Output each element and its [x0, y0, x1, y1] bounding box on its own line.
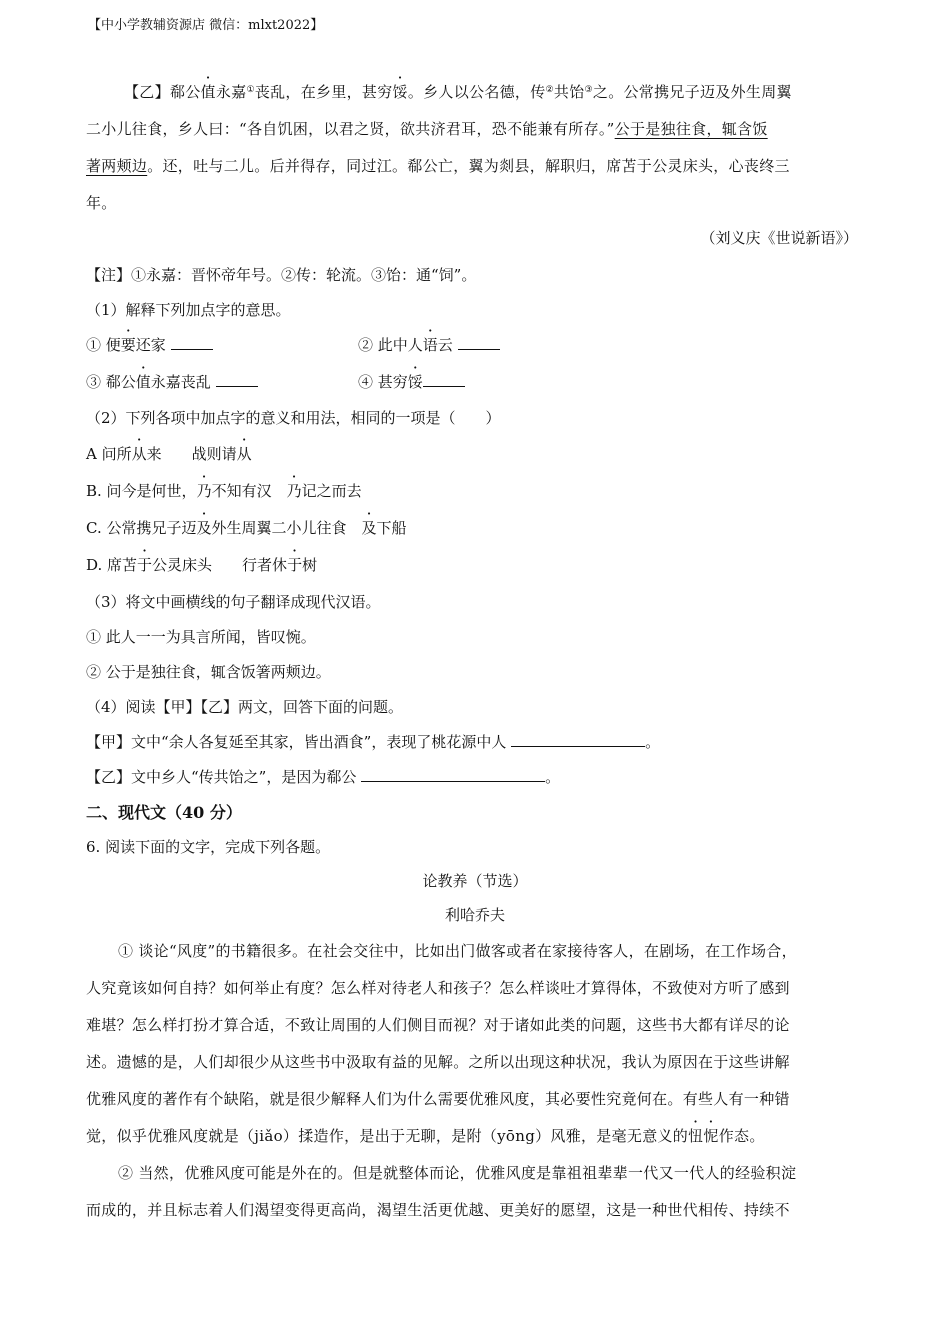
question-3-title: （3）将文中画横线的句子翻译成现代汉语。: [86, 593, 381, 611]
article-para-1-line-3: 难堪？怎么样打扮才算合适，不致让周围的人们侧目而视？对于诸如此类的问题，这些书大都有详尽的论: [86, 1016, 790, 1034]
dotted-char: 于: [287, 556, 303, 574]
passage-yi-line-1: 【乙】郗公值永嘉①丧乱，在乡里，甚穷馁。乡人以公名德，传②共饴③之。公常携兄子迈及外生周翼: [124, 83, 792, 101]
passage-yi-line-4: 年。: [86, 194, 117, 212]
section-heading: 二、现代文（40 分）: [86, 803, 242, 822]
dotted-char: 值: [200, 83, 216, 101]
question-1-title: （1）解释下列加点字的意思。: [86, 301, 291, 319]
article-para-2-line-1: ② 当然，优雅风度可能是外在的。但是就整体而论，优雅风度是靠祖祖辈辈一代又一代人的经验积淀: [118, 1164, 797, 1182]
passage-yi-line-3: 著两颊边。还，吐与二儿。后并得存，同过江。郗公亡，翼为剡县，解职归，席苫于公灵床头，心丧终三: [86, 157, 790, 175]
question-2-option-b: B. 问今是何世，乃不知有汉 乃记之而去: [86, 482, 362, 500]
dotted-char: 怩: [703, 1127, 719, 1145]
question-1-item-b: ② 此中人语云: [358, 327, 500, 364]
footnote-mark: ③: [584, 85, 593, 95]
article-para-1-line-2: 人究竟该如何自持？如何举止有度？怎么样对待老人和孩子？怎么样谈吐才算得体，不致使对方听了感到: [86, 979, 790, 997]
article-para-1-line-6: 觉，似乎优雅风度就是（jiǎo）揉造作，是出于无聊，是附（yōng）风雅，是毫无意义的忸怩作态。: [86, 1127, 765, 1145]
dotted-char: 语: [422, 336, 438, 354]
dotted-char: 乃: [286, 482, 302, 500]
dotted-char: 及: [361, 519, 377, 537]
dotted-char: 馁: [392, 83, 408, 101]
question-2-option-c: C. 公常携兄子迈及外生周翼二小儿往食 及下船: [86, 519, 407, 537]
question-2-option-a: A 问所从来 战则请从: [86, 445, 252, 463]
dotted-char: 要: [120, 336, 136, 354]
answer-blank: [423, 372, 465, 387]
question-3-item-a: ① 此人一一为具言所闻，皆叹惋。: [86, 628, 316, 646]
underlined-sentence: 公于是独往食，辄含饭: [614, 120, 768, 138]
footnote-mark: ①: [246, 85, 255, 95]
question-1-item-d: ④ 甚穷馁: [358, 364, 465, 401]
question-2-title: （2）下列各项中加点字的意义和用法，相同的一项是（ ）: [86, 409, 501, 427]
article-para-2-line-2: 而成的，并且标志着人们渴望变得更高尚，渴望生活更优越、更美好的愿望，这是一种世代相传、持续不: [86, 1201, 790, 1219]
question-6-instruction: 6. 阅读下面的文字，完成下列各题。: [86, 838, 331, 856]
question-4-item-a: 【甲】文中“余人各复延至其家，皆出酒食”，表现了桃花源中人 。: [86, 733, 661, 751]
question-2-option-d: D. 席苫于公灵床头 行者休于树: [86, 556, 318, 574]
dotted-char: 忸: [688, 1127, 704, 1145]
footnote-mark: ②: [545, 85, 554, 95]
dotted-char: 于: [137, 556, 153, 574]
answer-blank: [458, 335, 500, 350]
dotted-char: 从: [236, 445, 252, 463]
dotted-char: 馁: [407, 373, 423, 391]
underlined-sentence: 著两颊边: [86, 157, 148, 175]
annotation-note: 【注】①永嘉：晋怀帝年号。②传：轮流。③饴：通“饲”。: [86, 266, 477, 284]
article-title: 论教养（节选）: [422, 872, 528, 890]
dotted-char: 从: [131, 445, 147, 463]
answer-blank: [511, 732, 645, 747]
question-3-item-b: ② 公于是独往食，辄含饭箸两颊边。: [86, 663, 331, 681]
answer-blank: [361, 767, 545, 782]
article-para-1-line-4: 述。遗憾的是，人们却很少从这些书中汲取有益的见解。之所以出现这种状况，我认为原因在于这些讲解: [86, 1053, 790, 1071]
article-para-1-line-5: 优雅风度的著作有个缺陷，就是很少解释人们为什么需要优雅风度，其必要性究竟何在。有些人有一种错: [86, 1090, 790, 1108]
passage-yi-line-2: 二小儿往食，乡人曰：“各自饥困，以君之贤，欲共济君耳，恐不能兼有所存。”公于是独往食，辄含饭: [86, 120, 768, 138]
question-4-title: （4）阅读【甲】【乙】两文，回答下面的问题。: [86, 698, 404, 716]
question-1-item-a: ① 便要还家: [86, 327, 213, 364]
article-para-1-line-1: ① 谈论“风度”的书籍很多。在社会交往中，比如出门做客或者在家接待客人，在剧场，在工作场合，: [118, 942, 797, 960]
passage-source: （刘义庆《世说新语》）: [700, 229, 858, 247]
dotted-char: 及: [196, 519, 212, 537]
answer-blank: [171, 335, 213, 350]
article-author: 利哈乔夫: [444, 906, 505, 924]
dotted-char: 值: [135, 373, 151, 391]
dotted-char: 乃: [196, 482, 212, 500]
question-1-item-c: ③ 郗公值永嘉丧乱: [86, 364, 258, 401]
answer-blank: [216, 372, 258, 387]
question-4-item-b: 【乙】文中乡人“传共饴之”，是因为郗公 。: [86, 768, 561, 786]
page-header: 【中小学教辅资源店 微信：mlxt2022】: [88, 18, 324, 33]
